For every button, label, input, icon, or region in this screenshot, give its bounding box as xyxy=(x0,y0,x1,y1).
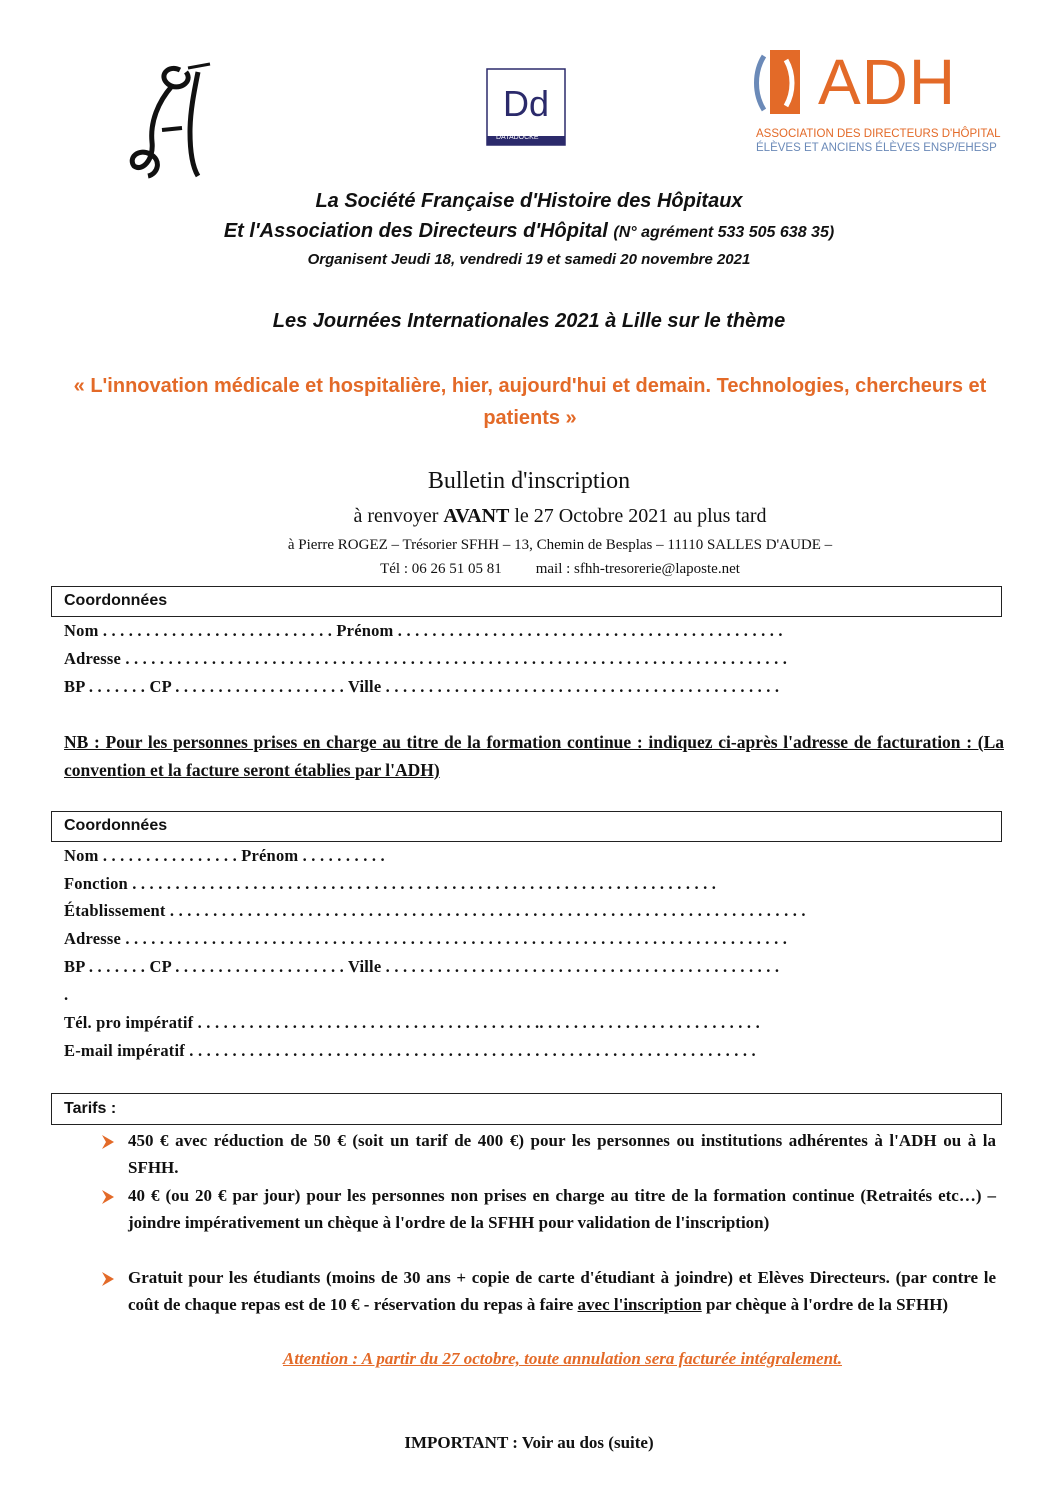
adh-subtitle-2: ÉLÈVES ET ANCIENS ÉLÈVES ENSP/EHESP xyxy=(756,142,997,154)
header-line-2 xyxy=(0,220,1058,243)
section2-field-nom[interactable]: Nom . . . . . . . . . . . . . . . . Prénom . . . . . . . . . . xyxy=(64,846,385,865)
section2-field-etablissement[interactable]: Établissement . . . . . . . . . . . . . . . . . . . . . . . . . . . . . . . . . . . . . . . . . . . . . . . . . . . . . . . . . . . . . . . . . . . . . . . . . . xyxy=(64,901,806,920)
tarif-item-3-post: par chèque à l'ordre de la SFHH) xyxy=(701,1295,949,1314)
section1-field-nom[interactable]: Nom . . . . . . . . . . . . . . . . . . . . . . . . . . . Prénom . . . . . . . . . . . . . . . . . . . . . . . . . . . . . . . . . . . . . . . . . . . . . xyxy=(64,621,783,640)
header-line-4: Les Journées Internationales 2021 à Lille sur le thème xyxy=(272,310,786,332)
section1-title-box: Coordonnées xyxy=(51,586,1002,617)
header-line-2-main: Et l'Association des Directeurs d'Hôpital xyxy=(223,220,608,242)
datadocke-label: DATADOCKÉ xyxy=(496,134,539,141)
section2-field-bp-cp-ville[interactable]: BP . . . . . . . CP . . . . . . . . . . . . . . . . . . . . Ville . . . . . . . . . . . . . . . . . . . . . . . . . . . . . . . . . . . . . . . . . . . . . . xyxy=(64,957,780,976)
tarif-item-3-pre: Gratuit pour les étudiants (moins de 30 ans + copie de carte d'étudiant à joindre) et Elèves Directeurs. (par contre le coût de chaque repas est de 10 € - réservation du repas à faire xyxy=(128,1268,996,1314)
section1-field-bp-cp-ville[interactable]: BP . . . . . . . CP . . . . . . . . . . . . . . . . . . . . Ville . . . . . . . . . . . . . . . . . . . . . . . . . . . . . . . . . . . . . . . . . . . . . . xyxy=(64,677,780,696)
section2-field-fonction[interactable]: Fonction . . . . . . . . . . . . . . . . . . . . . . . . . . . . . . . . . . . . . . . . . . . . . . . . . . . . . . . . . . . . . . . . . . . . xyxy=(64,874,717,893)
email: mail : sfhh-tresorerie@laposte.net xyxy=(535,561,740,577)
adh-subtitle-1: ASSOCIATION DES DIRECTEURS D'HÔPITAL xyxy=(756,128,1001,140)
bulletin-title: Bulletin d'inscription xyxy=(427,468,631,494)
tarif-item-3-underlined: avec l'inscription xyxy=(577,1295,702,1314)
tarif-item-2: 40 € (ou 20 € par jour) pour les personnes non prises en charge au titre de la formation continue (Retraités etc…) – joindre impérativement un chèque à l'ordre de la SFHH pour validation de l'inscription) xyxy=(128,1186,996,1232)
attention-note: Attention : A partir du 27 octobre, toute annulation sera facturée intégralement. xyxy=(282,1349,842,1368)
deadline-bold: AVANT xyxy=(443,505,510,527)
deadline-pre: à renvoyer xyxy=(353,505,444,527)
section2-field-email[interactable]: E-mail impératif . . . . . . . . . . . . . . . . . . . . . . . . . . . . . . . . . . . . . . . . . . . . . . . . . . . . . . . . . . . . . . . . . . xyxy=(64,1041,756,1060)
phone: Tél : 06 26 51 05 81 xyxy=(380,561,502,577)
tarif-item-3 xyxy=(128,1264,996,1318)
svg-text:Dd: Dd xyxy=(502,83,550,124)
deadline-line xyxy=(0,505,1058,528)
adh-wordmark: ADH xyxy=(818,46,957,118)
nb-note: NB : Pour les personnes prises en charge au titre de la formation continue : indiquez ci-après l'adresse de facturation : (La convention et la facture seront établies par l'ADH) xyxy=(64,732,1004,780)
section2-field-tel[interactable]: Tél. pro impératif . . . . . . . . . . . . . . . . . . . . . . . . . . . . . . . . . . . . . . . .. . . . . . . . . . . . . . . . . . . . . . . . . . xyxy=(64,1013,760,1032)
section1-field-adresse[interactable]: Adresse . . . . . . . . . . . . . . . . . . . . . . . . . . . . . . . . . . . . . . . . . . . . . . . . . . . . . . . . . . . . . . . . . . . . . . . . . . . . . xyxy=(64,649,788,668)
arrow-bullet-icon xyxy=(98,1132,118,1152)
section2-field-adresse[interactable]: Adresse . . . . . . . . . . . . . . . . . . . . . . . . . . . . . . . . . . . . . . . . . . . . . . . . . . . . . . . . . . . . . . . . . . . . . . . . . . . . . xyxy=(64,929,788,948)
header-line-1: La Société Française d'Histoire des Hôpitaux xyxy=(315,190,743,212)
adh-logo xyxy=(750,44,1001,156)
tarifs-title-box: Tarifs : xyxy=(51,1093,1002,1125)
datadocke-logo xyxy=(486,68,570,150)
header-line-3: Organisent Jeudi 18, vendredi 19 et samedi 20 novembre 2021 xyxy=(307,251,751,268)
sfhh-logo xyxy=(128,62,220,180)
arrow-bullet-icon xyxy=(98,1187,118,1207)
section2-title-box: Coordonnées xyxy=(51,811,1002,842)
arrow-bullet-icon xyxy=(98,1269,118,1289)
contact-line xyxy=(0,561,1058,578)
header-line-2-agrement: (N° agrément 533 505 638 35) xyxy=(613,224,835,241)
theme-title: « L'innovation médicale et hospitalière, hier, aujourd'hui et demain. Technologies, chercheurs et patients » xyxy=(73,375,987,429)
postal-address: à Pierre ROGEZ – Trésorier SFHH – 13, Chemin de Besplas – 11110 SALLES D'AUDE – xyxy=(287,537,833,553)
tarif-item-1: 450 € avec réduction de 50 € (soit un tarif de 400 €) pour les personnes ou institutions adhérentes à l'ADH ou à la SFHH. xyxy=(128,1131,996,1177)
deadline-post: le 27 Octobre 2021 au plus tard xyxy=(509,505,767,527)
section2-dot: . xyxy=(64,985,69,1004)
important-note: IMPORTANT : Voir au dos (suite) xyxy=(404,1433,654,1452)
